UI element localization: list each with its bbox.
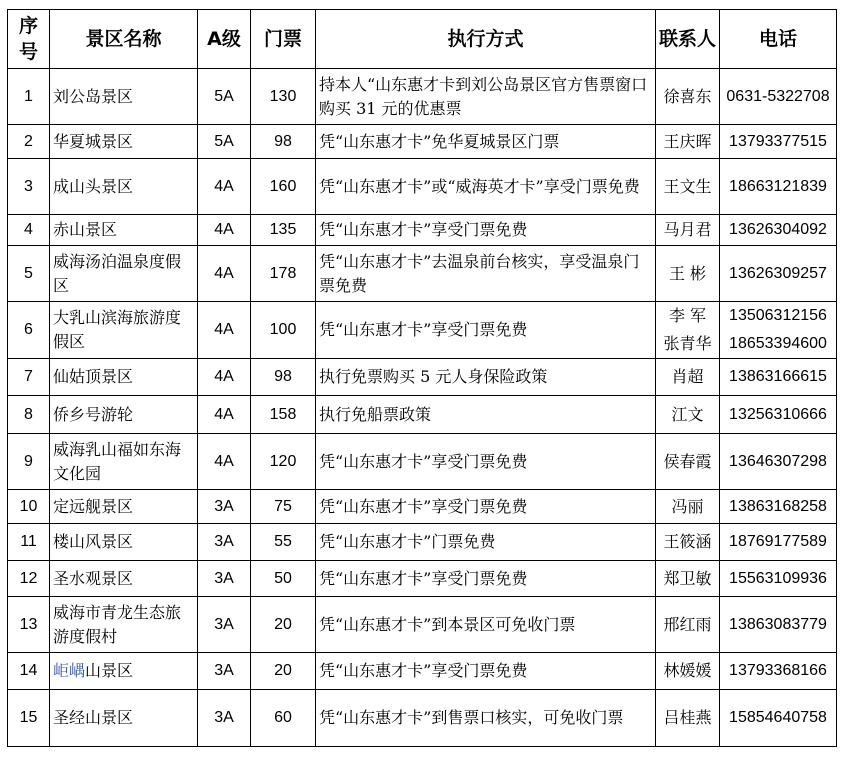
- contact-name: 马月君: [663, 220, 712, 239]
- cell-phone: [720, 359, 837, 396]
- cell-phone: [720, 690, 837, 747]
- phone-number: 13793368166: [729, 662, 827, 679]
- scenic-spot-table: [7, 9, 837, 747]
- phone-number: 18653394600: [729, 335, 827, 352]
- table-row: [8, 215, 837, 246]
- table-row: [8, 69, 837, 125]
- cell-name-text: 华夏城景区: [53, 131, 134, 151]
- table-row: [8, 561, 837, 597]
- cell-grade: 4A: [198, 396, 251, 434]
- cell-name-text: 圣经山景区: [53, 708, 134, 727]
- cell-phone: [720, 490, 837, 524]
- cell-contact: [656, 125, 720, 159]
- cell-phone: [720, 561, 837, 597]
- cell-name: [50, 561, 198, 597]
- cell-name-text: 威海市青龙生态旅游度假村: [53, 602, 182, 646]
- cell-method: 凭“山东惠才卡”享受门票免费: [316, 434, 656, 490]
- contact-name: 侯春霞: [663, 451, 712, 471]
- cell-contact: [656, 302, 720, 359]
- cell-contact: [656, 69, 720, 125]
- contact-name: 李 军: [668, 306, 707, 325]
- cell-grade: 5A: [198, 69, 251, 125]
- cell-name-text: 楼山风景区: [53, 532, 134, 551]
- table-row: [8, 396, 837, 434]
- table-row: [8, 246, 837, 302]
- header-name: 景区名称: [50, 10, 198, 69]
- table-row: [8, 597, 837, 653]
- contact-name: 郑卫敏: [663, 568, 712, 588]
- cell-no: 11: [8, 524, 50, 561]
- table-row: [8, 524, 837, 561]
- cell-phone: [720, 125, 837, 159]
- cell-grade: 4A: [198, 159, 251, 215]
- phone-number: 13506312156: [729, 307, 827, 324]
- cell-name: [50, 359, 198, 396]
- table-row: [8, 490, 837, 524]
- cell-ticket: 178: [251, 246, 316, 302]
- cell-method: 凭“山东惠才卡”门票免费: [316, 524, 656, 561]
- cell-grade: 3A: [198, 490, 251, 524]
- cell-contact: [656, 653, 720, 690]
- cell-method: 凭“山东惠才卡”享受门票免费: [316, 302, 656, 359]
- contact-name: 冯丽: [671, 496, 704, 516]
- cell-name: [50, 125, 198, 159]
- cell-no: 13: [8, 597, 50, 653]
- header-no: 序号: [8, 10, 50, 69]
- cell-method: 凭“山东惠才卡”或“威海英才卡”享受门票免费: [316, 159, 656, 215]
- cell-grade: 3A: [198, 597, 251, 653]
- cell-method: 凭“山东惠才卡”享受门票免费: [316, 653, 656, 690]
- cell-ticket: 20: [251, 653, 316, 690]
- header-contact: 联系人: [656, 10, 720, 69]
- cell-name-text: 侨乡号游轮: [53, 404, 134, 424]
- cell-name: [50, 690, 198, 747]
- cell-method: 凭“山东惠才卡”享受门票免费: [316, 490, 656, 524]
- cell-name: [50, 396, 198, 434]
- cell-no: 4: [8, 215, 50, 246]
- cell-name-prefix: 岠嵎: [53, 661, 86, 680]
- cell-contact: [656, 159, 720, 215]
- cell-method: 凭“山东惠才卡”享受门票免费: [316, 561, 656, 597]
- cell-method: 执行免票购买 5 元人身保险政策: [316, 359, 656, 396]
- cell-grade: 3A: [198, 653, 251, 690]
- phone-number: 13863166615: [729, 368, 827, 385]
- cell-name: [50, 246, 198, 302]
- cell-name: [50, 490, 198, 524]
- cell-name: [50, 215, 198, 246]
- cell-name: [50, 434, 198, 490]
- header-grade: A级: [198, 10, 251, 69]
- cell-name-text: 大乳山滨海旅游度假区: [53, 308, 182, 351]
- cell-ticket: 98: [251, 125, 316, 159]
- contact-name: 邢红雨: [663, 614, 712, 634]
- table-row: [8, 434, 837, 490]
- table-header-row: [8, 10, 837, 69]
- cell-contact: [656, 359, 720, 396]
- table-row: [8, 653, 837, 690]
- contact-name: 王文生: [663, 176, 712, 196]
- cell-no: 7: [8, 359, 50, 396]
- cell-contact: [656, 690, 720, 747]
- cell-grade: 3A: [198, 524, 251, 561]
- cell-contact: [656, 246, 720, 302]
- cell-grade: 4A: [198, 434, 251, 490]
- cell-ticket: 98: [251, 359, 316, 396]
- phone-number: 15563109936: [729, 569, 827, 587]
- cell-phone: [720, 434, 837, 490]
- cell-no: 8: [8, 396, 50, 434]
- cell-grade: 4A: [198, 246, 251, 302]
- cell-phone: [720, 524, 837, 561]
- contact-name: 林媛媛: [663, 661, 712, 680]
- cell-name-text: 山景区: [85, 661, 134, 680]
- cell-phone: [720, 396, 837, 434]
- phone-number: 13863083779: [729, 615, 827, 633]
- cell-name-text: 圣水观景区: [53, 568, 134, 588]
- phone-number: 15854640758: [729, 709, 827, 726]
- cell-no: 14: [8, 653, 50, 690]
- contact-name: 徐喜东: [663, 86, 712, 106]
- contact-name: 张青华: [663, 334, 712, 353]
- cell-contact: [656, 434, 720, 490]
- cell-no: 6: [8, 302, 50, 359]
- contact-name: 吕桂燕: [663, 708, 712, 727]
- cell-method: 执行免船票政策: [316, 396, 656, 434]
- table-row: [8, 302, 837, 359]
- cell-grade: 3A: [198, 561, 251, 597]
- cell-method: 凭“山东惠才卡”享受门票免费: [316, 215, 656, 246]
- cell-contact: [656, 524, 720, 561]
- cell-name-text: 威海汤泊温泉度假区: [53, 251, 182, 295]
- phone-number: 13256310666: [729, 405, 827, 423]
- cell-name: [50, 653, 198, 690]
- phone-number: 13626309257: [729, 264, 827, 282]
- phone-number: 18663121839: [729, 177, 827, 195]
- cell-contact: [656, 561, 720, 597]
- phone-number: 18769177589: [729, 533, 827, 550]
- cell-method: 持本人“山东惠才卡到刘公岛景区官方售票窗口购买 31 元的优惠票: [316, 69, 656, 125]
- cell-ticket: 50: [251, 561, 316, 597]
- contact-name: 王 彬: [668, 263, 707, 283]
- header-phone: 电话: [720, 10, 837, 69]
- table-body: [8, 69, 837, 747]
- cell-ticket: 60: [251, 690, 316, 747]
- contact-name: 王庆晖: [663, 131, 712, 151]
- cell-name: [50, 302, 198, 359]
- cell-ticket: 75: [251, 490, 316, 524]
- cell-no: 3: [8, 159, 50, 215]
- cell-ticket: 158: [251, 396, 316, 434]
- cell-ticket: 135: [251, 215, 316, 246]
- cell-grade: 3A: [198, 690, 251, 747]
- cell-name-text: 刘公岛景区: [53, 86, 134, 106]
- phone-number: 13863168258: [729, 497, 827, 515]
- cell-grade: 5A: [198, 125, 251, 159]
- cell-name-text: 定远舰景区: [53, 496, 134, 516]
- contact-name: 王筱涵: [663, 532, 712, 551]
- phone-number: 13646307298: [729, 452, 827, 470]
- cell-no: 9: [8, 434, 50, 490]
- cell-contact: [656, 490, 720, 524]
- cell-phone: [720, 302, 837, 359]
- cell-no: 10: [8, 490, 50, 524]
- cell-phone: [720, 246, 837, 302]
- cell-phone: [720, 597, 837, 653]
- cell-name: [50, 69, 198, 125]
- cell-phone: [720, 653, 837, 690]
- cell-grade: 4A: [198, 302, 251, 359]
- phone-number: 13793377515: [729, 132, 827, 150]
- table-row: [8, 359, 837, 396]
- cell-name-text: 威海乳山福如东海文化园: [53, 439, 182, 483]
- cell-phone: [720, 159, 837, 215]
- cell-method: 凭“山东惠才卡”免华夏城景区门票: [316, 125, 656, 159]
- phone-number: 13626304092: [729, 221, 827, 238]
- cell-name: [50, 159, 198, 215]
- cell-ticket: 120: [251, 434, 316, 490]
- scenic-spot-table-container: [7, 9, 836, 747]
- cell-phone: [720, 215, 837, 246]
- cell-ticket: 160: [251, 159, 316, 215]
- cell-no: 15: [8, 690, 50, 747]
- cell-grade: 4A: [198, 215, 251, 246]
- cell-method: 凭“山东惠才卡”到本景区可免收门票: [316, 597, 656, 653]
- cell-name-text: 赤山景区: [53, 220, 118, 239]
- cell-no: 12: [8, 561, 50, 597]
- cell-ticket: 100: [251, 302, 316, 359]
- cell-contact: [656, 396, 720, 434]
- table-row: [8, 125, 837, 159]
- cell-contact: [656, 597, 720, 653]
- cell-grade: 4A: [198, 359, 251, 396]
- cell-phone: [720, 69, 837, 125]
- cell-ticket: 20: [251, 597, 316, 653]
- cell-method: 凭“山东惠才卡”去温泉前台核实，享受温泉门票免费: [316, 246, 656, 302]
- cell-name-text: 成山头景区: [53, 176, 134, 196]
- header-ticket: 门票: [251, 10, 316, 69]
- cell-ticket: 130: [251, 69, 316, 125]
- contact-name: 肖超: [671, 367, 704, 386]
- cell-no: 1: [8, 69, 50, 125]
- contact-name: 江文: [671, 404, 704, 424]
- cell-name: [50, 524, 198, 561]
- cell-contact: [656, 215, 720, 246]
- cell-ticket: 55: [251, 524, 316, 561]
- cell-name: [50, 597, 198, 653]
- header-method: 执行方式: [316, 10, 656, 69]
- phone-number: 0631-5322708: [726, 87, 830, 105]
- table-row: [8, 690, 837, 747]
- cell-no: 2: [8, 125, 50, 159]
- cell-no: 5: [8, 246, 50, 302]
- table-row: [8, 159, 837, 215]
- cell-name-text: 仙姑顶景区: [53, 367, 134, 386]
- cell-method: 凭“山东惠才卡”到售票口核实，可免收门票: [316, 690, 656, 747]
